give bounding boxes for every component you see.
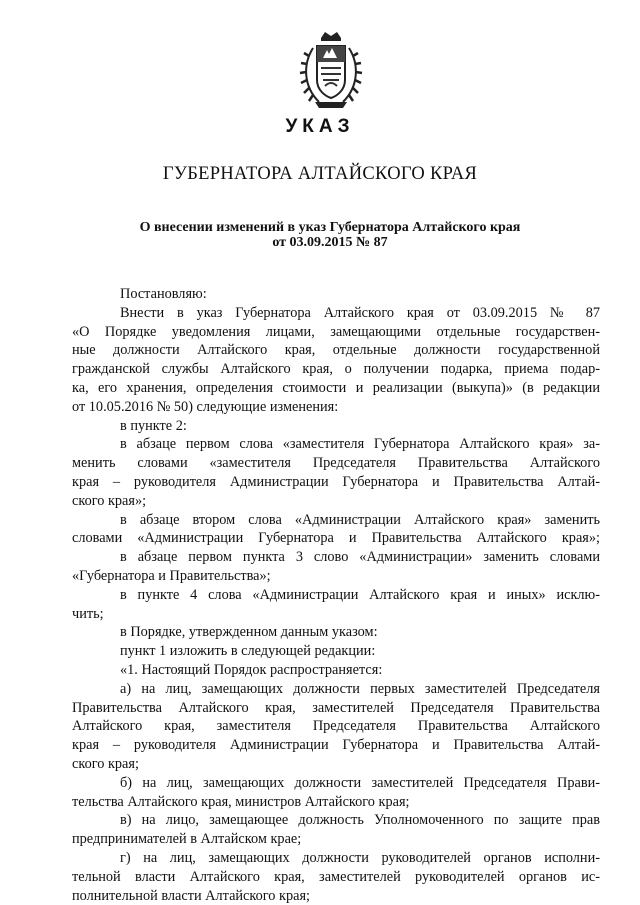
text-line: чить; bbox=[72, 605, 104, 622]
text-line: тельства Алтайского края, министров Алтайского края; bbox=[72, 793, 410, 810]
heading-line-2: от 03.09.2015 № 87 bbox=[272, 235, 388, 250]
document-subtitle: ГУБЕРНАТОРА АЛТАЙСКОГО КРАЯ bbox=[162, 164, 478, 184]
text-line: в) на лицо, замещающее должность Уполномоченного по защите прав bbox=[120, 812, 600, 829]
text-line: словами «Администрации Губернатора и Правительства Алтайского края»; bbox=[72, 530, 600, 547]
text-line: края – руководителя Администрации Губернатора и Правительства Алтай- bbox=[72, 737, 600, 754]
text-line: менить словами «заместителя Председателя Правительства Алтайского bbox=[72, 455, 600, 472]
text-line: ского края»; bbox=[72, 492, 147, 509]
text-line: а) на лиц, замещающих должности первых заместителей Председателя bbox=[120, 680, 600, 697]
text-line: гражданской службы Алтайского края, о получении подарка, приема подар- bbox=[72, 361, 600, 378]
document-title: УКАЗ bbox=[285, 116, 355, 137]
text-line: в абзаце первом пункта 3 слово «Администрации» заменить словами bbox=[120, 549, 600, 566]
text-line: в пункте 2: bbox=[120, 417, 187, 434]
text-line: Внести в указ Губернатора Алтайского края от 03.09.2015 № 87 bbox=[120, 304, 600, 321]
text-line: ка, его хранения, определения стоимости и реализации (выкупа)» (в редакции bbox=[72, 379, 600, 396]
text-line: «Губернатора и Правительства»; bbox=[72, 567, 271, 584]
text-line: ского края; bbox=[72, 755, 139, 772]
text-line: от 10.05.2016 № 50) следующие изменения: bbox=[72, 398, 339, 415]
text-line: Алтайского края, заместителя Председателя Правительства Алтайского bbox=[72, 718, 600, 735]
text-line: б) на лиц, замещающих должности заместителей Председателя Прави- bbox=[120, 774, 600, 791]
text-line: края – руководителя Администрации Губернатора и Правительства Алтай- bbox=[72, 473, 600, 490]
text-line: пункт 1 изложить в следующей редакции: bbox=[120, 643, 376, 660]
text-line: «1. Настоящий Порядок распространяется: bbox=[120, 661, 383, 678]
document-body bbox=[72, 285, 600, 905]
text-line: в абзаце втором слова «Администрации Алтайского края» заменить bbox=[120, 511, 600, 528]
text-line: Постановляю: bbox=[120, 286, 207, 302]
text-line: тельной власти Алтайского края, заместителей руководителей органов ис- bbox=[72, 868, 600, 885]
text-line: «О Порядке уведомления лицами, замещающими отдельные государствен- bbox=[72, 323, 600, 340]
coat-of-arms-emblem bbox=[299, 28, 363, 114]
text-line: в пункте 4 слова «Администрации Алтайского края и иных» исклю- bbox=[120, 586, 600, 603]
heading-line-1: О внесении изменений в указ Губернатора Алтайского края bbox=[139, 220, 521, 235]
text-line: полнительной власти Алтайского края; bbox=[72, 887, 310, 904]
text-line: г) на лиц, замещающих должности руководителей органов исполни- bbox=[120, 849, 600, 866]
text-line: ные должности Алтайского края, отдельные должности государственной bbox=[72, 342, 600, 359]
text-line: Правительства Алтайского края, заместителей Председателя Правительства bbox=[72, 699, 600, 716]
document-heading bbox=[100, 220, 560, 250]
text-line: предпринимателей в Алтайском крае; bbox=[72, 831, 302, 848]
text-line: в Порядке, утвержденном данным указом: bbox=[120, 624, 378, 641]
text-line: в абзаце первом слова «заместителя Губернатора Алтайского края» за- bbox=[120, 436, 600, 453]
